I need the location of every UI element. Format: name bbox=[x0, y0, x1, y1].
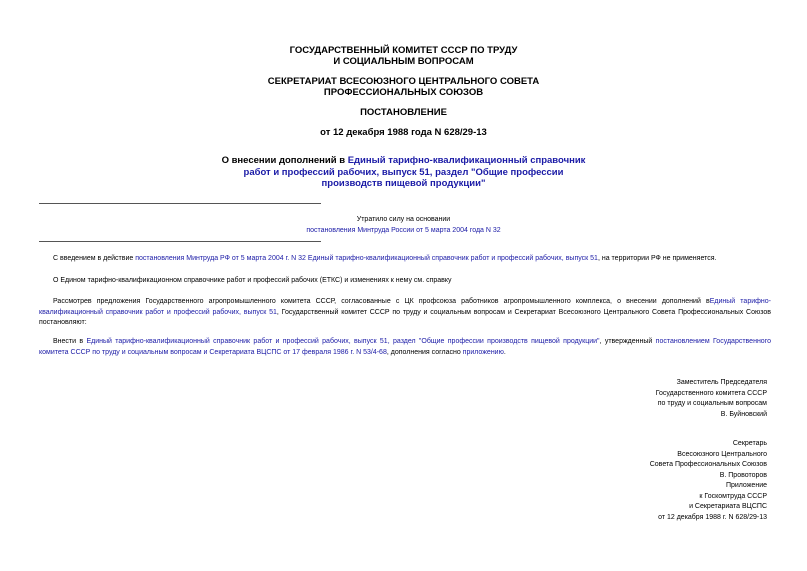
title-prefix: О внесении дополнений в bbox=[221, 155, 348, 166]
divider-bottom bbox=[39, 241, 321, 242]
link-resolution-1986[interactable]: постановлением Государственного комитета СССР по труду и социальным вопросам и Секретариата ВЦСПС от 17 февраля 1986 г. N 53/4-68 bbox=[39, 338, 771, 356]
document-title bbox=[0, 155, 807, 190]
title-link-line-1[interactable]: Единый тарифно-квалификационный справочник bbox=[347, 155, 586, 166]
signature-secretary: Секретарь Всесоюзного Центрального Совета Профессиональных Союзов В. Провотоpов bbox=[649, 440, 767, 479]
doc-date-number: от 12 декабря 1988 года N 628/29-13 bbox=[320, 127, 487, 138]
link-appendix[interactable]: приложению bbox=[462, 348, 504, 356]
committee-line-1: ГОСУДАРСТВЕННЫЙ КОМИТЕТ СССР ПО ТРУДУ bbox=[289, 45, 518, 56]
link-etks-section[interactable]: Единый тарифно-квалификационный справочник работ и профессий рабочих, выпуск 51, раздел "Общие профессии производств пищевой продукции" bbox=[86, 338, 600, 345]
lost-force-text: Утратило силу на основании bbox=[356, 216, 451, 223]
committee-heading bbox=[0, 45, 807, 67]
secretariat-heading bbox=[0, 76, 807, 98]
paragraph-resolution: Внести в Единый тарифно-квалификационный справочник работ и профессий рабочих, выпуск 51, раздел "Общие профессии производств пищевой продукции", утвержденный постановлением Государственного комитета СССР по труду и социальным вопросам и Секретариата ВЦСПС от 17 февраля 1986 г. N 53/4-68, дополнения согласно приложению. bbox=[39, 338, 771, 356]
signature-deputy-chair: Заместитель Председателя Государственного комитета СССР по труду и социальным вопросам В. Буйновский bbox=[655, 379, 767, 418]
paragraph-not-applied: С введением в действие постановления Минтруда РФ от 5 марта 2004 г. N 32 Единый тарифно-квалификационный справочник работ и профессий рабочих, выпуск 51, на территории РФ не применяется. bbox=[53, 255, 717, 262]
link-etks-51-preamble[interactable]: Единый тарифно-квалификационный справочник работ и профессий рабочих, выпуск 51 bbox=[39, 298, 771, 316]
committee-line-2: И СОЦИАЛЬНЫМ ВОПРОСАМ bbox=[333, 56, 474, 67]
lost-force-link[interactable]: постановления Минтруда России от 5 марта 2004 года N 32 bbox=[306, 227, 501, 234]
secretariat-line-1: СЕКРЕТАРИАТ ВСЕСОЮЗНОГО ЦЕНТРАЛЬНОГО СОВЕТА bbox=[267, 76, 540, 87]
paragraph-etks-reference: О Едином тарифно-квалификационном справочнике работ и профессий рабочих (ЕТКС) и изменениях к нему см. справку bbox=[53, 277, 452, 284]
lost-force-note bbox=[250, 214, 557, 236]
title-link-line-3[interactable]: производств пищевой продукции" bbox=[321, 178, 486, 189]
appendix-header: Приложение к Госкомтруда СССР и Секретариата ВЦСПС от 12 декабря 1988 г. N 628/29-13 bbox=[658, 482, 767, 521]
divider-top bbox=[39, 203, 321, 204]
secretariat-line-2: ПРОФЕССИОНАЛЬНЫХ СОЮЗОВ bbox=[323, 87, 484, 98]
link-mintrud-2004[interactable]: постановления Минтруда РФ от 5 марта 2004 г. N 32 bbox=[135, 255, 306, 262]
title-link-line-2[interactable]: работ и профессий рабочих, выпуск 51, раздел "Общие профессии bbox=[243, 166, 564, 178]
link-etks-51[interactable]: Единый тарифно-квалификационный справочник работ и профессий рабочих, выпуск 51 bbox=[307, 255, 598, 262]
doc-type: ПОСТАНОВЛЕНИЕ bbox=[360, 107, 447, 118]
paragraph-preamble: Рассмотрев предложения Государственного агропромышленного комитета СССР, согласованные с ЦК профсоюза работников агропромышленного комплекса, о внесении дополнений вЕдиный тарифно-квалификационный справочник работ и профессий рабочих, выпуск 51, Государственный комитет СССР по труду и социальным вопросам и Секретариат Всесоюзного Центрального Совета Профессиональных Союзов постановляют: bbox=[39, 298, 771, 326]
